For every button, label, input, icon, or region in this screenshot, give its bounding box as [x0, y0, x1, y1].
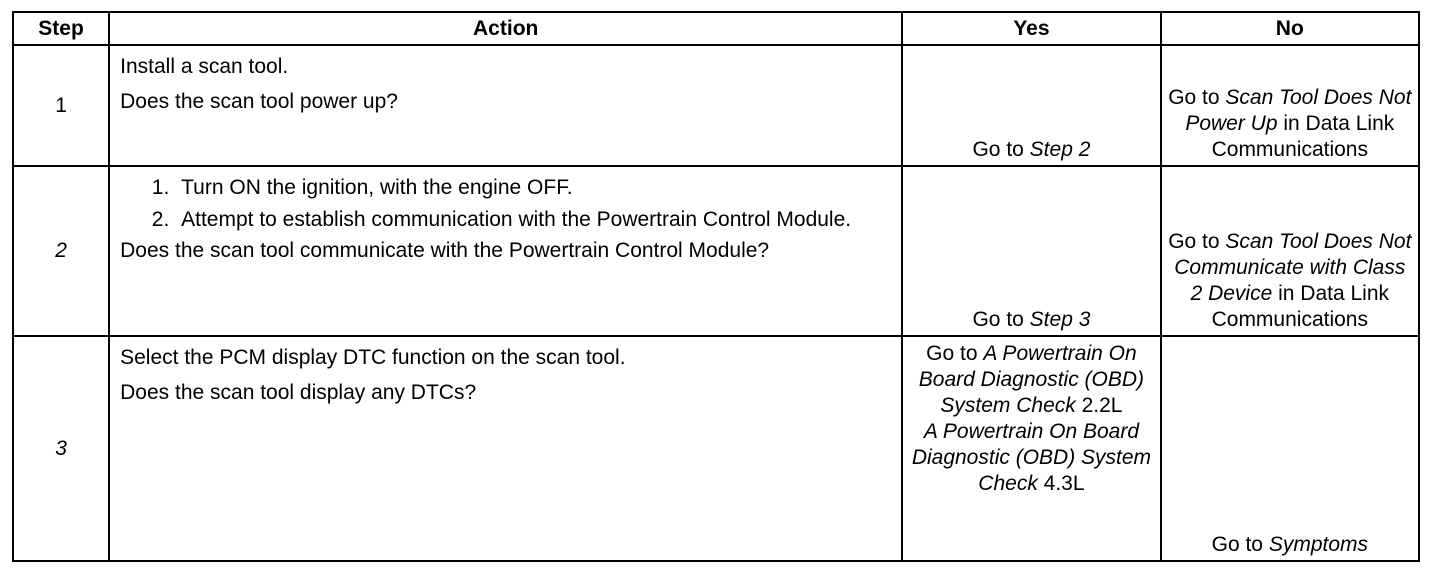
no-link-scan-tool-no-communicate[interactable]: Scan Tool Does Not Communicate with Class 2 Device — [1174, 230, 1412, 305]
no-suffix: in Data Link Communications — [1211, 112, 1395, 161]
no-link-scan-tool-no-power[interactable]: Scan Tool Does Not Power Up — [1185, 86, 1412, 135]
yes-cell — [902, 336, 1160, 561]
no-cell — [1161, 336, 1419, 561]
action-list-item: 2. Attempt to establish communication with the Powertrain Control Module. — [175, 207, 893, 233]
yes-link-step-3[interactable]: Step 3 — [1029, 308, 1091, 331]
table-row — [13, 336, 1419, 561]
yes-prefix: Go to — [972, 138, 1030, 161]
yes-prefix: Go to — [926, 342, 984, 365]
header-action: Action — [109, 12, 902, 45]
no-cell — [1161, 45, 1419, 166]
action-list-item: 1. Turn ON the ignition, with the engine OFF. — [175, 175, 893, 201]
action-list — [120, 175, 893, 233]
action-instruction: Select the PCM display DTC function on the scan tool. — [120, 346, 626, 369]
header-row — [13, 12, 1419, 45]
yes-suffix-2-2l: 2.2L — [1075, 394, 1123, 417]
header-step: Step — [13, 12, 109, 45]
yes-link-obd-check-4-3l[interactable] — [909, 419, 1153, 497]
action-instruction: Install a scan tool. — [120, 55, 289, 78]
no-link-symptoms[interactable]: Symptoms — [1268, 533, 1368, 556]
step-number: 1 — [13, 45, 109, 166]
no-prefix: Go to — [1211, 533, 1269, 556]
table-row — [13, 166, 1419, 336]
no-prefix: Go to — [1168, 230, 1226, 253]
action-question: Does the scan tool power up? — [120, 90, 398, 113]
yes-link-obd-check-2-2l[interactable]: A Powertrain On Board Diagnostic (OBD) System Check — [918, 342, 1145, 417]
action-cell — [109, 45, 902, 166]
action-question: Does the scan tool display any DTCs? — [120, 381, 477, 404]
yes-cell — [902, 166, 1160, 336]
diagnostic-table — [12, 11, 1420, 562]
yes-prefix: Go to — [972, 308, 1030, 331]
no-cell — [1161, 166, 1419, 336]
step-number: 2 — [13, 166, 109, 336]
no-prefix: Go to — [1168, 86, 1226, 109]
yes-cell — [902, 45, 1160, 166]
no-suffix: in Data Link Communications — [1211, 282, 1390, 331]
action-cell — [109, 166, 902, 336]
header-yes: Yes — [902, 12, 1160, 45]
action-question: Does the scan tool communicate with the Powertrain Control Module? — [120, 239, 770, 262]
action-cell — [109, 336, 902, 561]
yes-link-obd-check-4-3l-text[interactable]: A Powertrain On Board Diagnostic (OBD) System Check — [911, 420, 1152, 495]
yes-link-step-2[interactable]: Step 2 — [1029, 138, 1091, 161]
table-row — [13, 45, 1419, 166]
header-no: No — [1161, 12, 1419, 45]
yes-suffix-4-3l: 4.3L — [1037, 472, 1085, 495]
step-number: 3 — [13, 336, 109, 561]
